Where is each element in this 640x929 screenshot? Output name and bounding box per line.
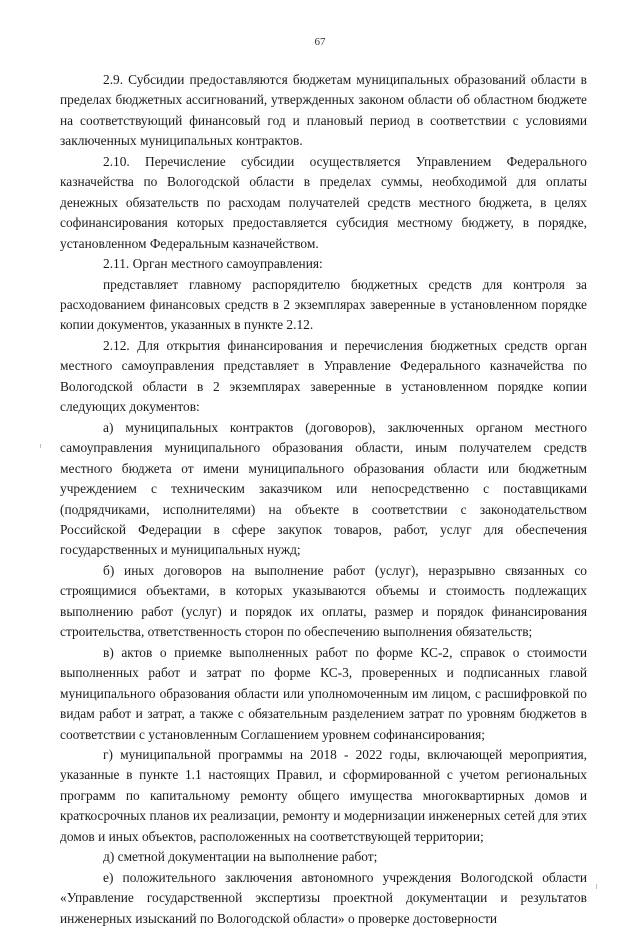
paragraph-2-11: 2.11. Орган местного самоуправления: bbox=[103, 256, 323, 272]
paragraph-2-10: 2.10. Перечисление субсидии осуществляется Управлением Федерального казначейства по Вологодской области в пределах суммы, необходимой для оплаты денежных обязательств по расходам получателей средств местного бюджета, в целях софинансирования которых предоставляется субсидия местному бюджету, в порядке, установленном Федеральным казначейством. bbox=[60, 153, 587, 251]
list-item-v: в) актов о приемке выполненных работ по форме КС-2, справок о стоимости выполненных работ и затрат по форме КС-3, проверенных и подписанных главой муниципального образования области или уполномоченным им лицом, с расшифровкой по видам работ и затрат, а также с обязательным разделением затрат по уровням бюджетов в соответствии с установленным Соглашением уровнем софинансирования; bbox=[60, 644, 587, 742]
page-number: 67 bbox=[314, 36, 326, 48]
list-item-g: г) муниципальной программы на 2018 - 2022 годы, включающей мероприятия, указанные в пункте 1.1 настоящих Правил, и сформированной с учетом региональных программ по капитальному ремонту общего имущества многоквартирных домов и краткосрочных планов их реализации, ремонту и модернизации инженерных сетей для этих домов и иных объектов, расположенных на соответствующей территории; bbox=[60, 746, 587, 844]
list-item-b: б) иных договоров на выполнение работ (услуг), неразрывно связанных со строящимися объектами, в которых указываются объемы и стоимость подлежащих выполнению работ (услуг) и порядок их оплаты, размер и порядок финансирования строительства, ответственность сторон по обеспечению выполнения обязательств; bbox=[60, 562, 587, 640]
list-item-e: е) положительного заключения автономного учреждения Вологодской области «Управление государственной экспертизы проектной документации и результатов инженерных изысканий по Вологодской области» о проверке достоверности bbox=[60, 869, 587, 926]
scan-artifact-right bbox=[596, 884, 597, 889]
list-item-a: а) муниципальных контрактов (договоров), заключенных органом местного самоуправления муниципального образования области, иным получателем средств местного бюджета от имени муниципального образования области или бюджетным учреждением с техническим заказчиком или непосредственно с поставщиками (подрядчиками, исполнителями) на объекте в соответствии с законодательством Российской Федерации в сфере закупок товаров, работ, услуг для обеспечения государственных и муниципальных нужд; bbox=[60, 419, 587, 558]
document-body bbox=[60, 70, 587, 929]
paragraph-2-11-text: представляет главному распорядителю бюджетных средств для контроля за расходованием финансовых средств в 2 экземплярах заверенные в установленном порядке копии документов, указанных в пункте 2.12. bbox=[60, 276, 587, 333]
paragraph-2-9: 2.9. Субсидии предоставляются бюджетам муниципальных образований области в пределах бюджетных ассигнований, утвержденных законом области об областном бюджете на соответствующий финансовый год и плановый период в соответствии с условиями заключенных муниципальных контрактов. bbox=[60, 72, 587, 149]
paragraph-2-12: 2.12. Для открытия финансирования и перечисления бюджетных средств орган местного самоуправления представляет в Управление Федерального казначейства по Вологодской области в 2 экземплярах заверенные в установленном порядке копии следующих документов: bbox=[60, 337, 587, 415]
scan-artifact-left bbox=[40, 444, 41, 448]
list-item-d: д) сметной документации на выполнение работ; bbox=[103, 849, 378, 865]
